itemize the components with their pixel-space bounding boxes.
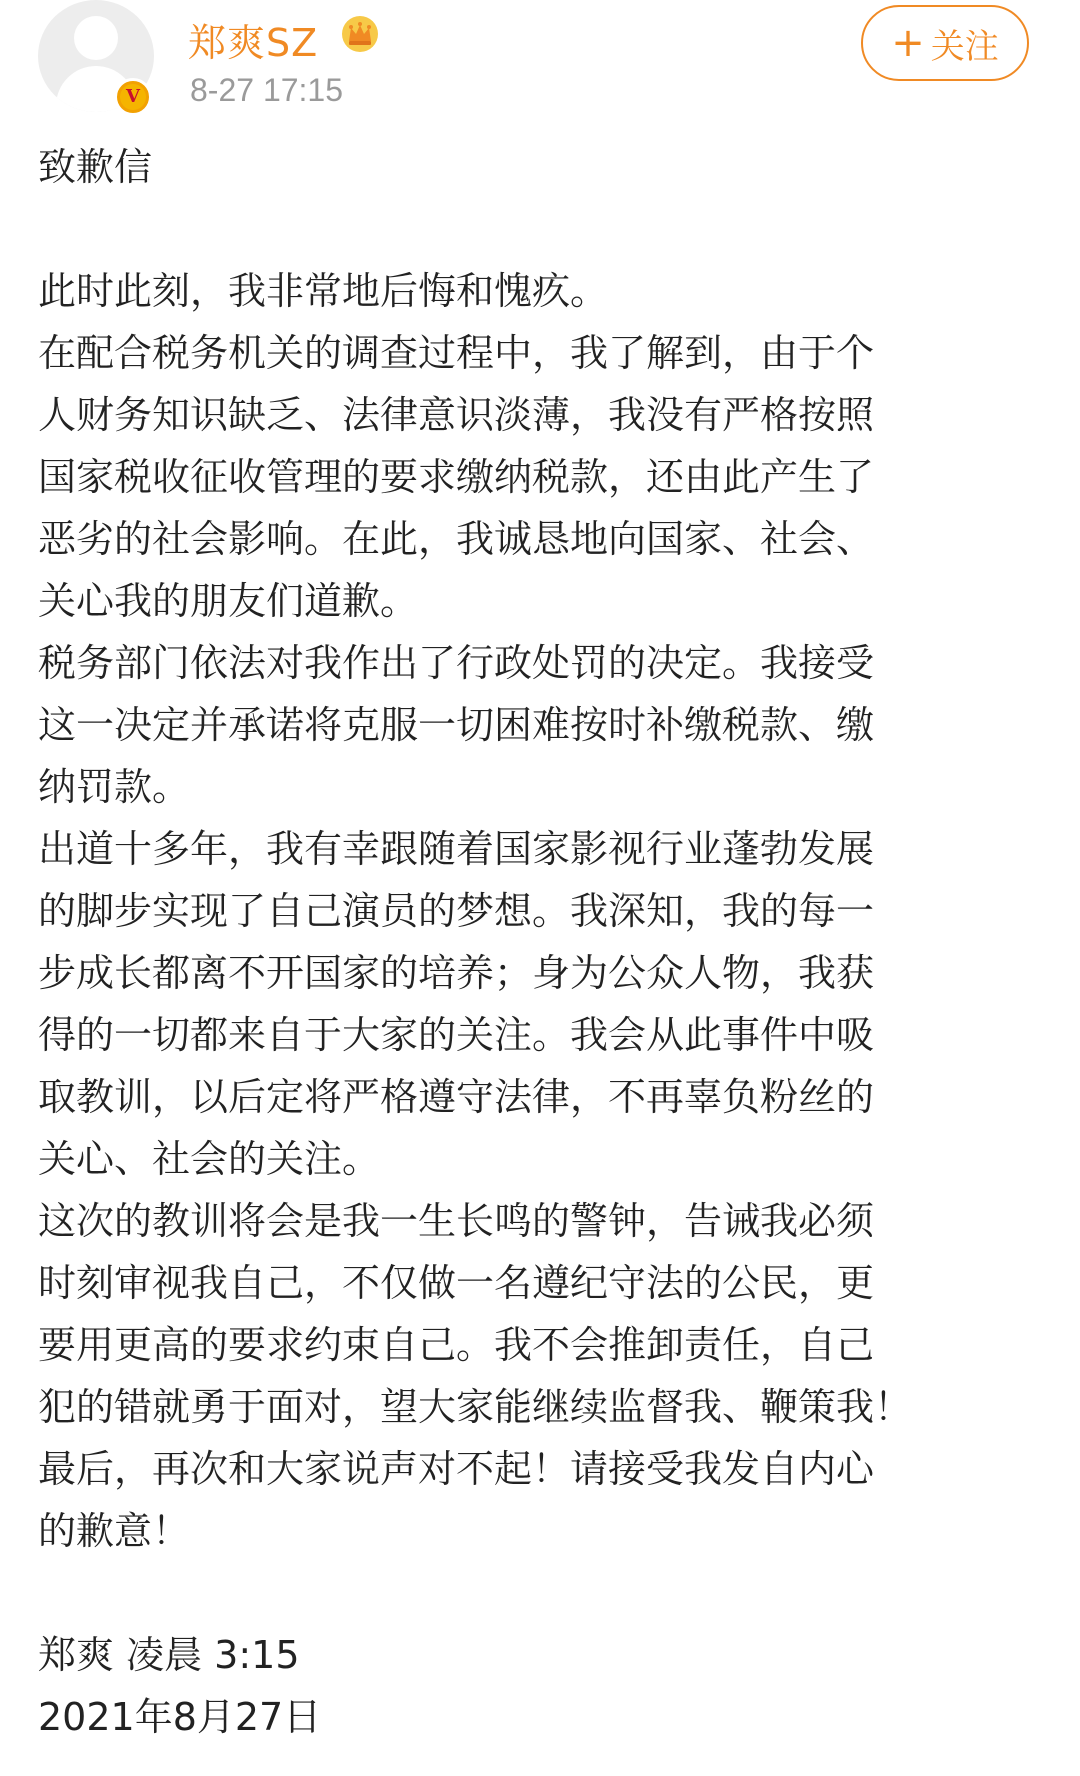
letter-line: 关心我的朋友们道歉。 (38, 579, 419, 623)
letter-line: 出道十多年，我有幸跟随着国家影视行业蓬勃发展 (38, 827, 875, 871)
author-name[interactable]: 郑爽SZ (188, 21, 319, 65)
letter-line: 的脚步实现了自己演员的梦想。我深知，我的每一 (38, 889, 875, 933)
verified-badge-icon (114, 78, 152, 116)
letter-line: 得的一切都来自于大家的关注。我会从此事件中吸 (38, 1013, 875, 1057)
crown-icon (340, 14, 380, 54)
post-timestamp: 8-27 17:15 (190, 72, 344, 108)
signature-name-time: 郑爽 凌晨 3:15 (38, 1633, 300, 1677)
letter-title: 致歉信 (38, 145, 153, 189)
letter-line: 最后，再次和大家说声对不起！请接受我发自内心 (38, 1447, 875, 1491)
signature-date: 2021年8月27日 (38, 1695, 322, 1739)
letter-line: 恶劣的社会影响。在此，我诚恳地向国家、社会、 (38, 517, 875, 561)
letter-line: 这一决定并承诺将克服一切困难按时补缴税款、缴 (38, 703, 875, 747)
letter-line: 人财务知识缺乏、法律意识淡薄，我没有严格按照 (38, 393, 875, 437)
post-header (0, 0, 1080, 130)
letter-line: 国家税收征收管理的要求缴纳税款，还由此产生了 (38, 455, 875, 499)
letter-line: 纳罚款。 (38, 765, 191, 809)
letter-line: 要用更高的要求约束自己。我不会推卸责任，自己 (38, 1323, 875, 1367)
follow-label: 关注 (930, 26, 999, 67)
letter-line: 在配合税务机关的调查过程中，我了解到，由于个 (38, 331, 875, 375)
letter-body (38, 260, 1048, 1562)
letter-line: 此时此刻，我非常地后悔和愧疚。 (38, 269, 609, 313)
verified-letter: V (120, 84, 146, 110)
plus-icon: + (891, 20, 925, 66)
letter-signature (38, 1624, 1048, 1748)
letter-line: 时刻审视我自己，不仅做一名遵纪守法的公民，更 (38, 1261, 875, 1305)
letter-line: 税务部门依法对我作出了行政处罚的决定。我接受 (38, 641, 875, 685)
letter-line: 步成长都离不开国家的培养；身为公众人物，我获 (38, 951, 875, 995)
post-content (38, 136, 1048, 1748)
letter-line: 犯的错就勇于面对，望大家能继续监督我、鞭策我！ (38, 1385, 913, 1429)
letter-line: 的歉意！ (38, 1509, 191, 1553)
letter-line: 取教训，以后定将严格遵守法律，不再辜负粉丝的 (38, 1075, 875, 1119)
default-avatar-icon (74, 16, 118, 60)
letter-line: 关心、社会的关注。 (38, 1137, 381, 1181)
follow-button[interactable] (861, 5, 1029, 81)
letter-line: 这次的教训将会是我一生长鸣的警钟，告诫我必须 (38, 1199, 875, 1243)
